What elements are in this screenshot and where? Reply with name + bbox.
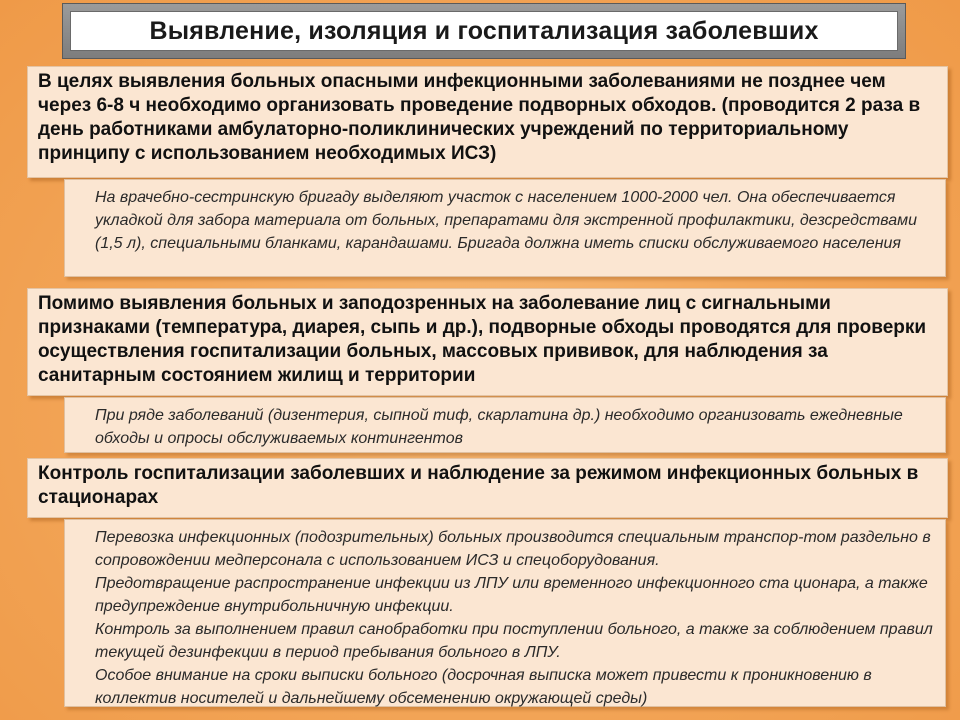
section-3-heading: Контроль госпитализации заболевших и наблюдение за режимом инфекционных больных в стационарах [27, 458, 948, 518]
section-1-details [64, 179, 946, 277]
page-title: Выявление, изоляция и госпитализация заболевших [70, 11, 898, 51]
section-1-detail-1: На врачебно-сестринскую бригаду выделяют участок с населением 1000-2000 чел. Она обеспечивается укладкой для забора материала от больных, препаратами для экстренной профилактики, дезсредствами (1,5 л), специальными бланками, карандашами. Бригада должна иметь списки обслуживаемого населения [95, 189, 918, 252]
section-3-detail-4: Особое внимание на сроки выписки больного (досрочная выписка может привести к проникновению в коллектив носителей и дальнейшему обсеменению окружающей среды) [95, 667, 872, 707]
section-3-details [64, 519, 946, 707]
section-1-heading: В целях выявления больных опасными инфекционными заболеваниями не позднее чем через 6-8 ч необходимо организовать проведение подворных обходов. (проводится 2 раза в день работниками амбулаторно-поликлинических учреждений по территориальному принципу с использованием необходимых ИСЗ) [27, 66, 948, 178]
section-2-details [64, 397, 946, 453]
section-2-heading: Помимо выявления больных и заподозренных на заболевание лиц с сигнальными признаками (температура, диарея, сыпь и др.), подворные обходы проводятся для проверки осуществления госпитализации больных, массовых прививок, для наблюдения за санитарным состоянием жилищ и территории [27, 288, 948, 396]
section-3-detail-2: Предотвращение распространение инфекции из ЛПУ или временного инфекционного ста ционара, а также предупреждение внутрибольничную инфекции. [95, 575, 928, 615]
section-3-detail-3: Контроль за выполнением правил санобработки при поступлении больного, а также за соблюдением правил текущей дезинфекции в период пребывания больного в ЛПУ. [95, 621, 933, 661]
section-2-detail-1: При ряде заболеваний (дизентерия, сыпной тиф, скарлатина др.) необходимо организовать ежедневные обходы и опросы обслуживаемых контингентов [95, 407, 903, 447]
section-3-detail-1: Перевозка инфекционных (подозрительных) больных производится специальным транспор-том раздельно в сопровождении медперсонала с использованием ИСЗ и спецоборудования. [95, 529, 931, 569]
title-frame [62, 3, 906, 59]
